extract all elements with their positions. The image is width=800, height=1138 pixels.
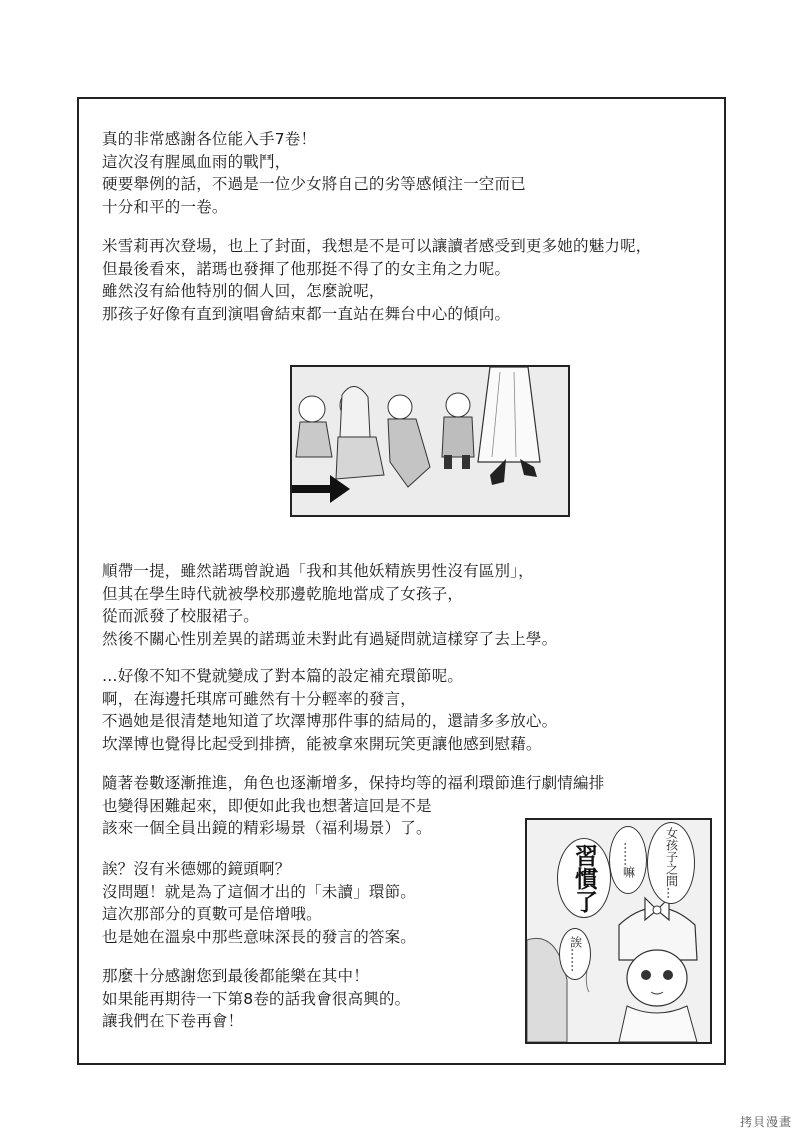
- text-line: 誒？沒有米德娜的鏡頭啊？: [102, 860, 291, 878]
- text-line: 該來一個全員出鏡的精彩場景（福利場景）了。: [102, 819, 432, 837]
- text-line: 沒問題！就是為了這個才出的「未讀」環節。: [102, 882, 417, 901]
- text-line: …好像不知不覺就變成了對本篇的設定補充環節呢。: [102, 667, 464, 685]
- text-line: 不過她是很清楚地知道了坎澤博那件事的結局的，還請多多放心。: [102, 712, 558, 730]
- text-line: 然後不關心性別差異的諾瑪並未對此有過疑問就這樣穿了去上學。: [102, 629, 558, 648]
- text-line: 啊，在海邊托琪席可雖然有十分輕率的發言，: [102, 689, 417, 708]
- bubble-dots-text: ……嘛: [621, 842, 636, 878]
- paragraph-2: [102, 235, 652, 325]
- text-line: 順帶一提，雖然諾瑪曾說過「我和其他妖精族男性沒有區別」，: [102, 562, 534, 580]
- text-line: 如果能再期待一下第8卷的話我會很高興的。: [102, 989, 411, 1008]
- text-line: 也變得困難起來，即便如此我也想著這回是不是: [102, 796, 432, 815]
- illustration-drawing: [292, 367, 568, 515]
- speech-bubble-dots: [609, 826, 647, 894]
- speech-bubble-girls: [647, 822, 695, 904]
- bubble-girls-text: 女孩子之間…: [664, 827, 679, 899]
- paragraph-3: [102, 560, 557, 650]
- text-line: 讓我們在下卷再會！: [102, 1012, 244, 1030]
- paragraph-4: [102, 665, 557, 755]
- bubble-huh-text: 誒……: [568, 936, 583, 972]
- text-line: 十分和平的一卷。: [102, 197, 228, 216]
- text-line: 但其在學生時代就被學校那邊乾脆地當成了女孩子，: [102, 584, 464, 603]
- text-line: 這次那部分的頁數可是倍增哦。: [102, 905, 322, 923]
- text-line: 這次沒有腥風血雨的戰鬥，: [102, 152, 291, 171]
- manga-panel: [525, 818, 712, 1044]
- bubble-big-text: 習慣了: [571, 843, 597, 913]
- paragraph-6: [102, 858, 416, 948]
- text-line: 那麼十分感謝您到最後都能樂在其中！: [102, 967, 369, 985]
- text-line: 從而派發了校服裙子。: [102, 607, 260, 625]
- speech-bubble-big: [557, 838, 611, 918]
- text-line: 硬要舉例的話，不過是一位少女將自己的劣等感傾注一空而已: [102, 175, 526, 193]
- speech-bubble-huh: [559, 928, 591, 980]
- illustration-panel: [290, 365, 570, 517]
- text-line: 米雪莉再次登場，也上了封面，我想是不是可以讓讀者感受到更多她的魅力呢，: [102, 237, 652, 255]
- watermark: 拷貝漫畫: [739, 1115, 792, 1129]
- paragraph-1: [102, 128, 526, 218]
- paragraph-7: [102, 965, 410, 1033]
- text-line: 隨著卷數逐漸推進，角色也逐漸增多，保持均等的福利環節進行劇情編排: [102, 774, 605, 792]
- text-line: 那孩子好像有直到演唱會結束都一直站在舞台中心的傾向。: [102, 304, 511, 323]
- text-line: 雖然沒有給他特別的個人回，怎麼說呢，: [102, 282, 385, 300]
- text-line: 坎澤博也覺得比起受到排擠，能被拿來開玩笑更讓他感到慰藉。: [102, 734, 542, 753]
- text-line: 但最後看來，諾瑪也發揮了他那挺不得了的女主角之力呢。: [102, 259, 511, 278]
- text-line: 真的非常感謝各位能入手7卷！: [102, 130, 317, 148]
- text-line: 也是她在溫泉中那些意味深長的發言的答案。: [102, 927, 417, 946]
